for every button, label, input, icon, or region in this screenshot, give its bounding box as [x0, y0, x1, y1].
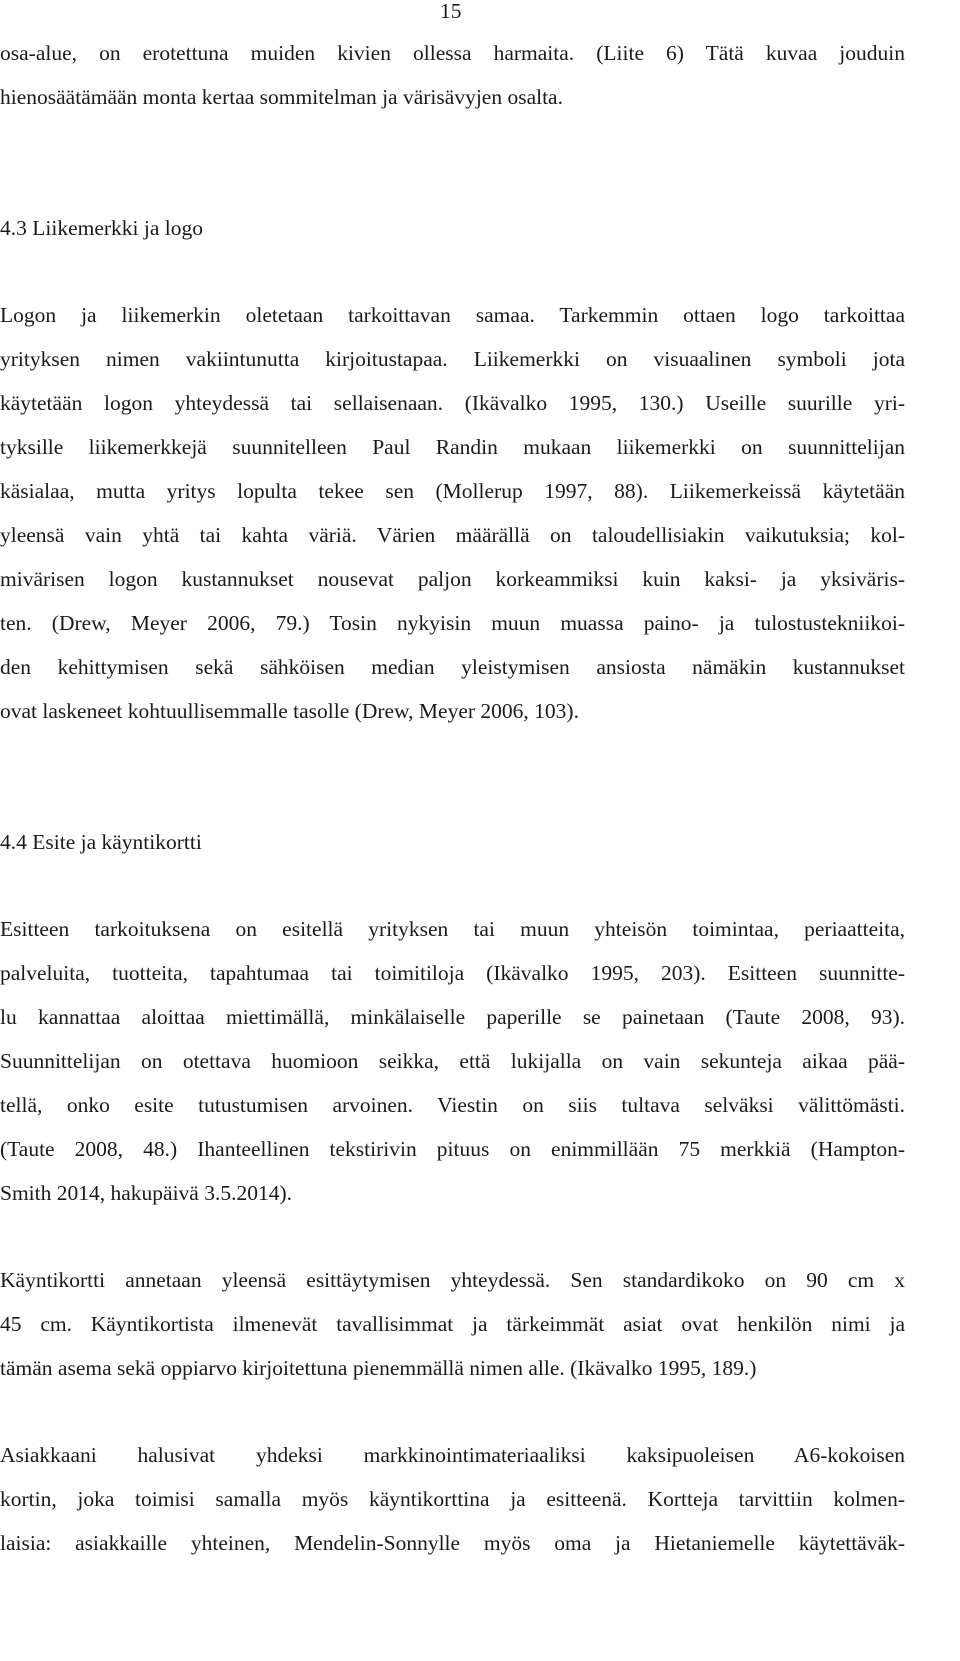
text-line: laisia: asiakkaille yhteinen, Mendelin-Sonnylle myös oma ja Hietaniemelle käytettäväk-: [0, 1531, 905, 1555]
spacer: [0, 1390, 905, 1433]
text-line: lu kannattaa aloittaa miettimällä, minkälaiselle paperille se painetaan (Taute 2008, 93).: [0, 1005, 905, 1029]
text-line: Käyntikortti annetaan yleensä esittäytymisen yhteydessä. Sen standardikoko on 90 cm x: [0, 1268, 905, 1292]
section-4-4-paragraph-3: [0, 1433, 905, 1565]
document-body: [0, 31, 905, 1565]
text-line: käytetään logon yhteydessä tai sellaisenaan. (Ikävalko 1995, 130.) Useille suurille yri-: [0, 391, 905, 415]
text-line: kortin, joka toimisi samalla myös käyntikorttina ja esitteenä. Kortteja tarvittiin kolmen-: [0, 1487, 905, 1511]
spacer: [0, 119, 905, 206]
text-line: ovat laskeneet kohtuullisemmalle tasolle (Drew, Meyer 2006, 103).: [0, 699, 579, 723]
section-heading-4-4: 4.4 Esite ja käyntikortti: [0, 830, 202, 854]
text-line: hienosäätämään monta kertaa sommitelman ja värisävyjen osalta.: [0, 85, 563, 109]
text-line: Logon ja liikemerkin oletetaan tarkoittavan samaa. Tarkemmin ottaen logo tarkoittaa: [0, 303, 905, 327]
text-line: mivärisen logon kustannukset nousevat paljon korkeammiksi kuin kaksi- ja yksiväris-: [0, 567, 905, 591]
text-line: den kehittymisen sekä sähköisen median yleistymisen ansiosta nämäkin kustannukset: [0, 655, 905, 679]
text-line: yleensä vain yhtä tai kahta väriä. Värien määrällä on taloudellisiakin vaikutuksia; kol-: [0, 523, 905, 547]
intro-paragraph: [0, 31, 905, 119]
text-line: yrityksen nimen vakiintunutta kirjoitustapaa. Liikemerkki on visuaalinen symboli jota: [0, 347, 905, 371]
page-number: 15: [440, 0, 462, 23]
text-line: (Taute 2008, 48.) Ihanteellinen tekstirivin pituus on enimmillään 75 merkkiä (Hampton-: [0, 1137, 905, 1161]
text-line: Asiakkaani halusivat yhdeksi markkinointimateriaaliksi kaksipuoleisen A6-kokoisen: [0, 1443, 905, 1467]
section-4-4-paragraph-2: [0, 1258, 905, 1390]
text-line: Smith 2014, hakupäivä 3.5.2014).: [0, 1181, 293, 1205]
text-line: käsialaa, mutta yritys lopulta tekee sen (Mollerup 1997, 88). Liikemerkeissä käytetään: [0, 479, 905, 503]
section-heading-4-3: 4.3 Liikemerkki ja logo: [0, 216, 204, 240]
section-4-3-paragraph: [0, 293, 905, 733]
spacer: [0, 864, 905, 907]
text-line: tämän asema sekä oppiarvo kirjoitettuna pienemmällä nimen alle. (Ikävalko 1995, 189.): [0, 1356, 757, 1380]
spacer: [0, 1215, 905, 1258]
text-line: ten. (Drew, Meyer 2006, 79.) Tosin nykyisin muun muassa paino- ja tulostustekniikoi-: [0, 611, 905, 635]
text-line: Esitteen tarkoituksena on esitellä yrityksen tai muun yhteisön toimintaa, periaatteita,: [0, 917, 905, 941]
text-line: 45 cm. Käyntikortista ilmenevät tavallisimmat ja tärkeimmät asiat ovat henkilön nimi ja: [0, 1312, 905, 1336]
spacer: [0, 250, 905, 293]
text-line: Suunnittelijan on otettava huomioon seikka, että lukijalla on vain sekunteja aikaa pää-: [0, 1049, 905, 1073]
section-4-4-paragraph-1: [0, 907, 905, 1215]
text-line: palveluita, tuotteita, tapahtumaa tai toimitiloja (Ikävalko 1995, 203). Esitteen suunnitte-: [0, 961, 905, 985]
spacer: [0, 733, 905, 820]
text-line: osa-alue, on erotettuna muiden kivien ollessa harmaita. (Liite 6) Tätä kuvaa jouduin: [0, 41, 905, 65]
text-line: tellä, onko esite tutustumisen arvoinen. Viestin on siis tultava selväksi välittömästi.: [0, 1093, 905, 1117]
text-line: tyksille liikemerkkejä suunnitelleen Paul Randin mukaan liikemerkki on suunnittelijan: [0, 435, 905, 459]
